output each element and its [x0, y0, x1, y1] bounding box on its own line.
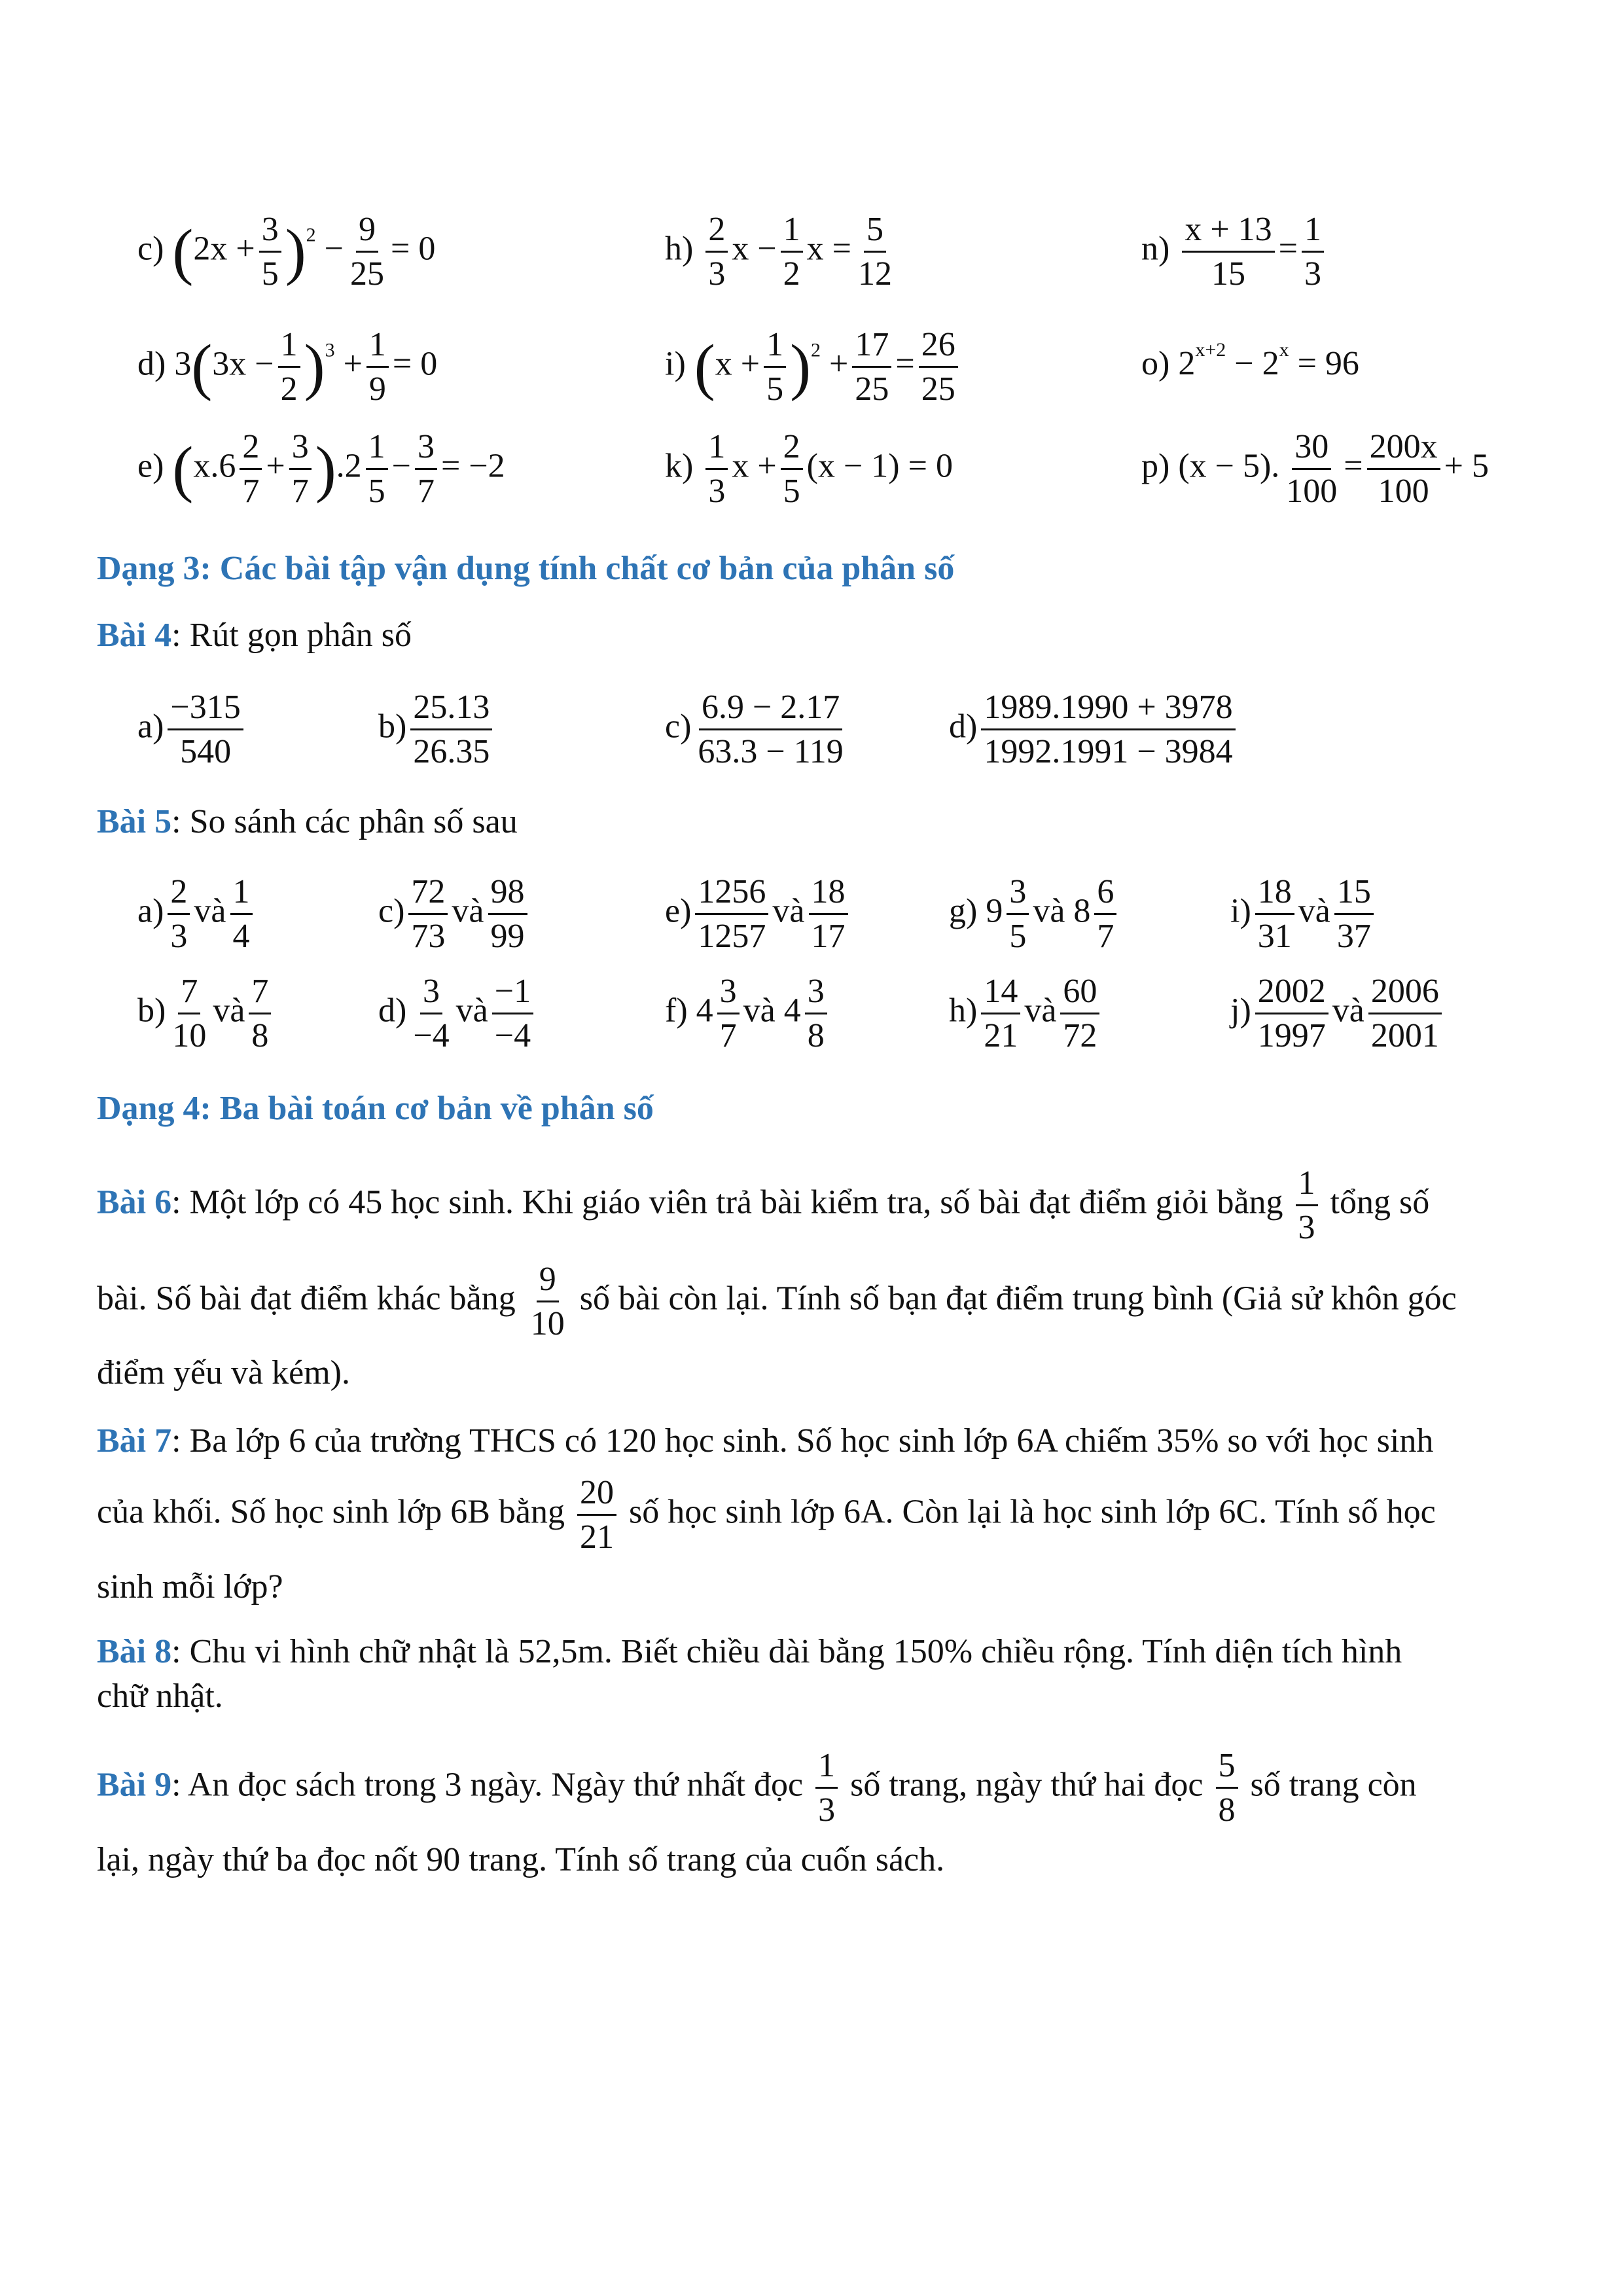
bai7-line2: của khối. Số học sinh lớp 6B bằng $\frac{20}{21}$ số học sinh lớp 6A. Còn lại là học sinh lớp 6C. Tính số học [97, 1471, 1569, 1558]
bai5-item-e: e) $\frac{1256}{1257}$ và $\frac{18}{17}$ [665, 870, 852, 958]
bai5-item-a: a) $\frac{2}{3}$ và $\frac{1}{4}$ [137, 870, 257, 958]
equation-p: p) (x − 5). $\frac{30}{100}$ = $\frac{200x}{100}$ + 5 [1141, 425, 1489, 512]
bai4-item-c: c) $\frac{6.9 - 2.17}{63.3 - 119}$ [665, 686, 850, 773]
equation-o: o) $2^{x+2} - 2^x = 96$ [1141, 339, 1359, 382]
equation-d: d) 3(3x − $\frac{1}{2}$ )$^3$ + $\frac{1}{9}$ = 0 [137, 323, 437, 410]
bai6-line2: bài. Số bài đạt điểm khác bằng $\frac{9}{10}$ số bài còn lại. Tính số bạn đạt điểm trung bình (Giả sử khôn góc [97, 1258, 1569, 1345]
bai4-item-d: d) $\frac{1989.1990 + 3978}{1992.1991 - 3984}$ [949, 686, 1240, 773]
bai7-line1: Bài 7: Ba lớp 6 của trường THCS có 120 học sinh. Số học sinh lớp 6A chiếm 35% so với học sinh [97, 1422, 1434, 1460]
bai9-line1: Bài 9: An đọc sách trong 3 ngày. Ngày thứ nhất đọc $\frac{1}{3}$ số trang, ngày thứ hai đọc $\frac{5}{8}$ số trang còn [97, 1744, 1569, 1831]
bai8-line1: Bài 8: Chu vi hình chữ nhật là 52,5m. Biết chiều dài bằng 150% chiều rộng. Tính diện tích hình [97, 1633, 1402, 1670]
bai6-line3: điểm yếu và kém). [97, 1354, 350, 1391]
bai5-item-b: b) $\frac{7}{10}$ và $\frac{7}{8}$ [137, 970, 275, 1057]
bai5-item-g: g) 9 $\frac{3}{5}$ và 8 $\frac{6}{7}$ [949, 870, 1120, 958]
bai4-item-a: a) $\frac{-315}{540}$ [137, 686, 247, 773]
equation-h: h) $\frac{2}{3}$ x − $\frac{1}{2}$ x = $\frac{5}{12}$ [665, 208, 899, 295]
equation-c: c) (2x + $\frac{3}{5}$ )$^2$ − $\frac{9}{25}$ = 0 [137, 208, 435, 295]
section-heading-dang4: Dạng 4: Ba bài toán cơ bản về phân số [97, 1090, 654, 1127]
bai5-item-h: h) $\frac{14}{21}$ và $\frac{60}{72}$ [949, 970, 1103, 1057]
bai5-item-j: j) $\frac{2002}{1997}$ và $\frac{2006}{2001}$ [1230, 970, 1446, 1057]
bai4-item-b: b) $\frac{25.13}{26.35}$ [378, 686, 496, 773]
bai6-line1: Bài 6: Một lớp có 45 học sinh. Khi giáo viên trả bài kiểm tra, số bài đạt điểm giỏi bằng $\frac{1}{3}$ tổng số [97, 1162, 1569, 1249]
equation-i: i) (x + $\frac{1}{5}$ )$^2$ + $\frac{17}{25}$ = $\frac{26}{25}$ [665, 323, 962, 410]
bai9-line2: lại, ngày thứ ba đọc nốt 90 trang. Tính số trang của cuốn sách. [97, 1841, 945, 1878]
section-heading-dang3: Dạng 3: Các bài tập vận dụng tính chất cơ bản của phân số [97, 550, 955, 587]
equation-e: e) (x.6 $\frac{2}{7}$ + $\frac{3}{7}$ ).2 $\frac{1}{5}$ − $\frac{3}{7}$ = −2 [137, 425, 505, 512]
bai5-prompt: Bài 5: So sánh các phân số sau [97, 803, 518, 840]
equation-n: n) $\frac{x + 13}{15}$ = $\frac{1}{3}$ [1141, 208, 1328, 295]
bai5-item-i: i) $\frac{18}{31}$ và $\frac{15}{37}$ [1230, 870, 1378, 958]
bai5-item-c: c) $\frac{72}{73}$ và $\frac{98}{99}$ [378, 870, 531, 958]
bai5-item-d: d) $\frac{3}{-4}$ và $\frac{-1}{-4}$ [378, 970, 537, 1057]
equation-k: k) $\frac{1}{3}$ x + $\frac{2}{5}$ (x − 1) = 0 [665, 425, 953, 512]
bai8-line2: chữ nhật. [97, 1677, 223, 1715]
bai7-line3: sinh mỗi lớp? [97, 1568, 283, 1605]
bai4-prompt: Bài 4: Rút gọn phân số [97, 617, 412, 654]
bai5-item-f: f) 4 $\frac{3}{7}$ và 4 $\frac{3}{8}$ [665, 970, 831, 1057]
